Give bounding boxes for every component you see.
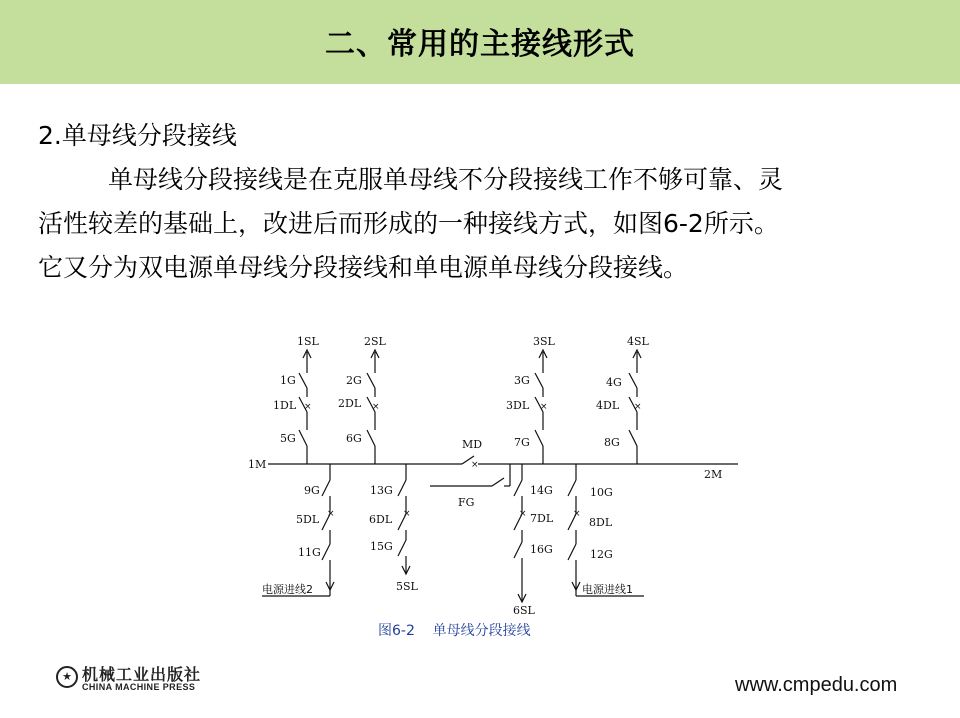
- upper-4-breaker: 4DL: [596, 399, 620, 412]
- upper-4-gbottom: 8G: [604, 436, 620, 449]
- slide-title: 二、常用的主接线形式: [325, 27, 635, 62]
- lower-3-gbottom: 16G: [530, 543, 553, 556]
- upper-3-line: 3SL: [533, 335, 555, 348]
- lower-3-gtop: 14G: [530, 484, 553, 497]
- bus-2m-label: 2M: [704, 468, 723, 481]
- svg-text:×: ×: [471, 460, 479, 470]
- upper-4-line: 4SL: [627, 335, 649, 348]
- upper-3-gbottom: 7G: [514, 436, 530, 449]
- lower-3-breaker: 7DL: [530, 512, 554, 525]
- lower-4-gtop: 10G: [590, 486, 613, 499]
- lower-feeder-1: [262, 464, 334, 596]
- lower-feeder-4: [568, 464, 644, 596]
- lower-1-gbottom: 11G: [298, 546, 321, 559]
- publisher-star-icon: ★: [56, 666, 78, 688]
- fg-label: FG: [458, 496, 475, 509]
- svg-text:×: ×: [634, 402, 642, 412]
- publisher-name-en: CHINA MACHINE PRESS: [82, 682, 196, 692]
- lower-2-line: 5SL: [396, 580, 418, 593]
- lower-feeder-2: [398, 464, 410, 574]
- md-label: MD: [462, 438, 483, 451]
- lower-1-gtop: 9G: [304, 484, 320, 497]
- upper-4-gtop: 4G: [606, 376, 622, 389]
- upper-2-line: 2SL: [364, 335, 386, 348]
- lower-2-gbottom: 15G: [370, 540, 393, 553]
- svg-text:×: ×: [304, 402, 312, 412]
- fg-switch-blade: [492, 478, 504, 486]
- lower-2-breaker: 6DL: [369, 513, 393, 526]
- upper-2-gbottom: 6G: [346, 432, 362, 445]
- lower-feeder-3: [514, 464, 526, 602]
- upper-1-breaker: 1DL: [273, 399, 297, 412]
- upper-3-breaker: 3DL: [506, 399, 530, 412]
- website-url: www.cmpedu.com: [735, 674, 898, 696]
- bus-1m-label: 1M: [248, 458, 267, 471]
- lower-1-line: 电源进线2: [262, 583, 313, 596]
- svg-text:×: ×: [403, 509, 411, 519]
- svg-text:×: ×: [573, 509, 581, 519]
- paragraph-line-3: 它又分为双电源单母线分段接线和单电源单母线分段接线。: [38, 253, 689, 282]
- svg-text:×: ×: [327, 509, 335, 519]
- upper-1-gtop: 1G: [280, 374, 296, 387]
- svg-text:×: ×: [540, 402, 548, 412]
- paragraph-line-2: 活性较差的基础上，改进后而形成的一种接线方式，如图6-2所示。: [38, 209, 779, 238]
- upper-3-gtop: 3G: [514, 374, 530, 387]
- upper-2-gtop: 2G: [346, 374, 362, 387]
- upper-1-gbottom: 5G: [280, 432, 296, 445]
- lower-1-breaker: 5DL: [296, 513, 320, 526]
- figure-caption: 图6-2 单母线分段接线: [378, 623, 531, 639]
- lower-4-breaker: 8DL: [589, 516, 613, 529]
- lower-2-gtop: 13G: [370, 484, 393, 497]
- upper-1-line: 1SL: [297, 335, 319, 348]
- svg-text:×: ×: [372, 402, 380, 412]
- lower-4-gbottom: 12G: [590, 548, 613, 561]
- lower-4-line: 电源进线1: [582, 583, 633, 596]
- lower-3-line: 6SL: [513, 604, 535, 617]
- paragraph-line-1: 单母线分段接线是在克服单母线不分段接线工作不够可靠、灵: [108, 165, 784, 194]
- svg-text:×: ×: [519, 509, 527, 519]
- upper-2-breaker: 2DL: [338, 397, 362, 410]
- publisher-name-cn: 机械工业出版社: [82, 665, 202, 684]
- section-heading: 2.单母线分段接线: [38, 121, 237, 150]
